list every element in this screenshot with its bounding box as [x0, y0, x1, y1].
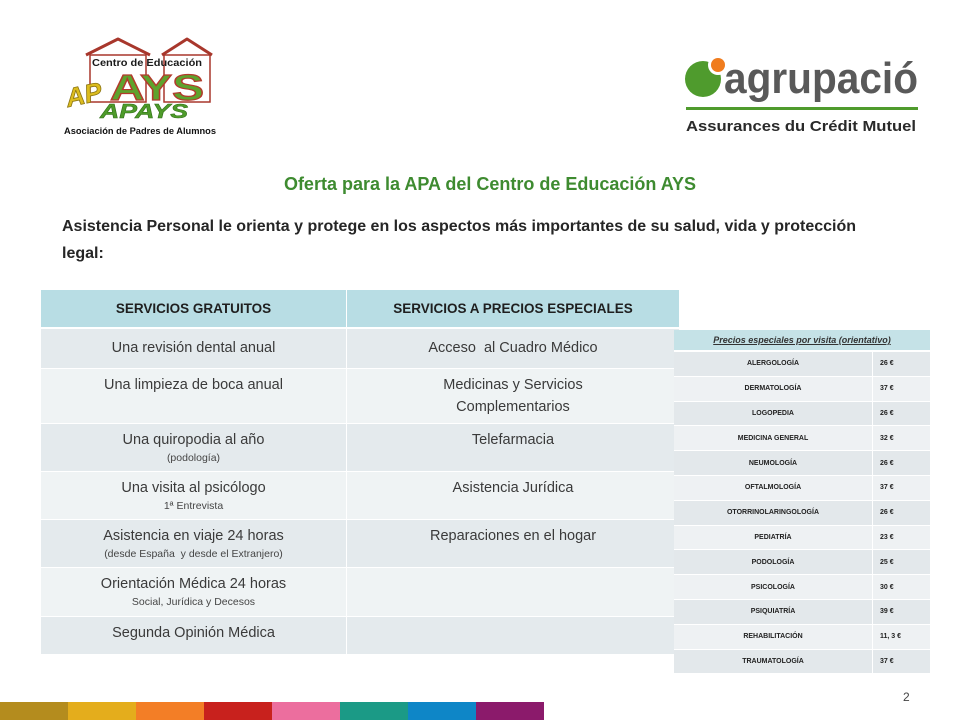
footer-color-block — [340, 702, 408, 720]
specialty-cell: LOGOPEDIA — [674, 402, 873, 427]
logo-top-text: Centro de Educación — [92, 58, 202, 69]
agrupacio-tagline: Assurances du Crédit Mutuel — [686, 118, 916, 135]
header-free-services: SERVICIOS GRATUITOS — [41, 290, 347, 329]
price-cell: 23 € — [873, 526, 930, 551]
footer-color-block — [408, 702, 476, 720]
free-service-note: (podología) — [166, 452, 221, 464]
specialty-cell: PODOLOGÍA — [674, 550, 873, 575]
logo-name: APAYS — [98, 101, 189, 123]
special-service-cell — [347, 424, 680, 472]
specialty-cell: DERMATOLOGÍA — [674, 377, 873, 402]
free-service-note: 1ª Entrevista — [163, 500, 224, 512]
free-service-cell — [41, 568, 347, 617]
price-cell: 11, 3 € — [873, 625, 930, 650]
free-service-cell — [41, 617, 347, 655]
footer-color-strip — [0, 702, 544, 720]
free-service-label: Una limpieza de boca anual — [104, 377, 283, 393]
price-cell: 30 € — [873, 575, 930, 600]
special-service-label: Reparaciones en el hogar — [429, 528, 597, 544]
free-service-cell — [41, 329, 347, 369]
footer-color-block — [68, 702, 136, 720]
agrupacio-wordmark: agrupació — [724, 54, 918, 103]
price-cell: 39 € — [873, 600, 930, 625]
special-service-cell — [347, 329, 680, 369]
free-service-label: Orientación Médica 24 horas — [100, 576, 287, 592]
specialty-cell: REHABILITACIÓN — [674, 625, 873, 650]
specialty-cell: PSIQUIATRÍA — [674, 600, 873, 625]
prices-table — [674, 330, 930, 674]
special-service-cell — [347, 369, 680, 424]
price-cell: 26 € — [873, 352, 930, 377]
free-service-label: Asistencia en viaje 24 horas — [103, 528, 284, 544]
roof-left-icon — [86, 39, 150, 55]
special-service-label: Medicinas y Servicios Complementarios — [443, 377, 587, 415]
page-number: 2 — [903, 690, 910, 704]
footer-color-block — [272, 702, 340, 720]
free-service-note: (desde España y desde el Extranjero) — [104, 548, 283, 560]
footer-color-block — [0, 702, 68, 720]
free-service-label: Una revisión dental anual — [111, 340, 276, 356]
price-cell: 37 € — [873, 476, 930, 501]
free-service-note: Social, Jurídica y Decesos — [131, 596, 256, 608]
special-service-label: Acceso al Cuadro Médico — [428, 340, 598, 356]
special-service-cell — [347, 617, 680, 655]
price-cell: 25 € — [873, 550, 930, 575]
footer-color-block — [476, 702, 544, 720]
price-cell: 32 € — [873, 426, 930, 451]
free-service-cell — [41, 369, 347, 424]
special-service-cell — [347, 568, 680, 617]
price-cell: 37 € — [873, 650, 930, 675]
specialty-cell: OTORRINOLARINGOLOGÍA — [674, 501, 873, 526]
logo-green-rule — [686, 107, 918, 110]
price-cell: 26 € — [873, 451, 930, 476]
specialty-cell: ALERGOLOGÍA — [674, 352, 873, 377]
specialty-cell: TRAUMATOLOGÍA — [674, 650, 873, 675]
special-service-label: Telefarmacia — [471, 432, 555, 448]
free-service-cell — [41, 424, 347, 472]
specialty-cell: PSICOLOGÍA — [674, 575, 873, 600]
logo-orange-dot-icon — [711, 58, 725, 72]
logo-subtitle: Asociación de Padres de Alumnos — [64, 126, 216, 136]
header-special-services: SERVICIOS A PRECIOS ESPECIALES — [347, 290, 680, 329]
roof-right-icon — [162, 39, 212, 55]
free-service-label: Una visita al psicólogo — [121, 480, 266, 496]
apays-logo — [62, 36, 218, 140]
price-cell: 26 € — [873, 402, 930, 427]
free-service-cell — [41, 520, 347, 568]
specialty-cell: NEUMOLOGÍA — [674, 451, 873, 476]
intro-text: Asistencia Personal le orienta y protege en los aspectos más importantes de su salud, vida y protección legal: — [62, 218, 857, 262]
specialty-cell: MEDICINA GENERAL — [674, 426, 873, 451]
prices-table-title: Precios especiales por visita (orientativo) — [674, 330, 930, 352]
footer-color-block — [136, 702, 204, 720]
page-title: Oferta para la APA del Centro de Educación AYS — [283, 174, 697, 194]
price-cell: 37 € — [873, 377, 930, 402]
free-service-label: Una quiropodia al año — [122, 432, 265, 448]
free-service-label: Segunda Opinión Médica — [112, 625, 275, 641]
agrupacio-logo — [684, 52, 924, 142]
price-cell: 26 € — [873, 501, 930, 526]
special-service-label: Asistencia Jurídica — [452, 480, 574, 496]
special-service-cell — [347, 520, 680, 568]
logo-mark: AP — [63, 76, 105, 114]
specialty-cell: OFTALMOLOGÍA — [674, 476, 873, 501]
logo-letters: AYS — [110, 67, 204, 108]
footer-color-block — [204, 702, 272, 720]
services-table — [41, 290, 680, 655]
specialty-cell: PEDIATRÍA — [674, 526, 873, 551]
special-service-cell — [347, 472, 680, 520]
free-service-cell — [41, 472, 347, 520]
